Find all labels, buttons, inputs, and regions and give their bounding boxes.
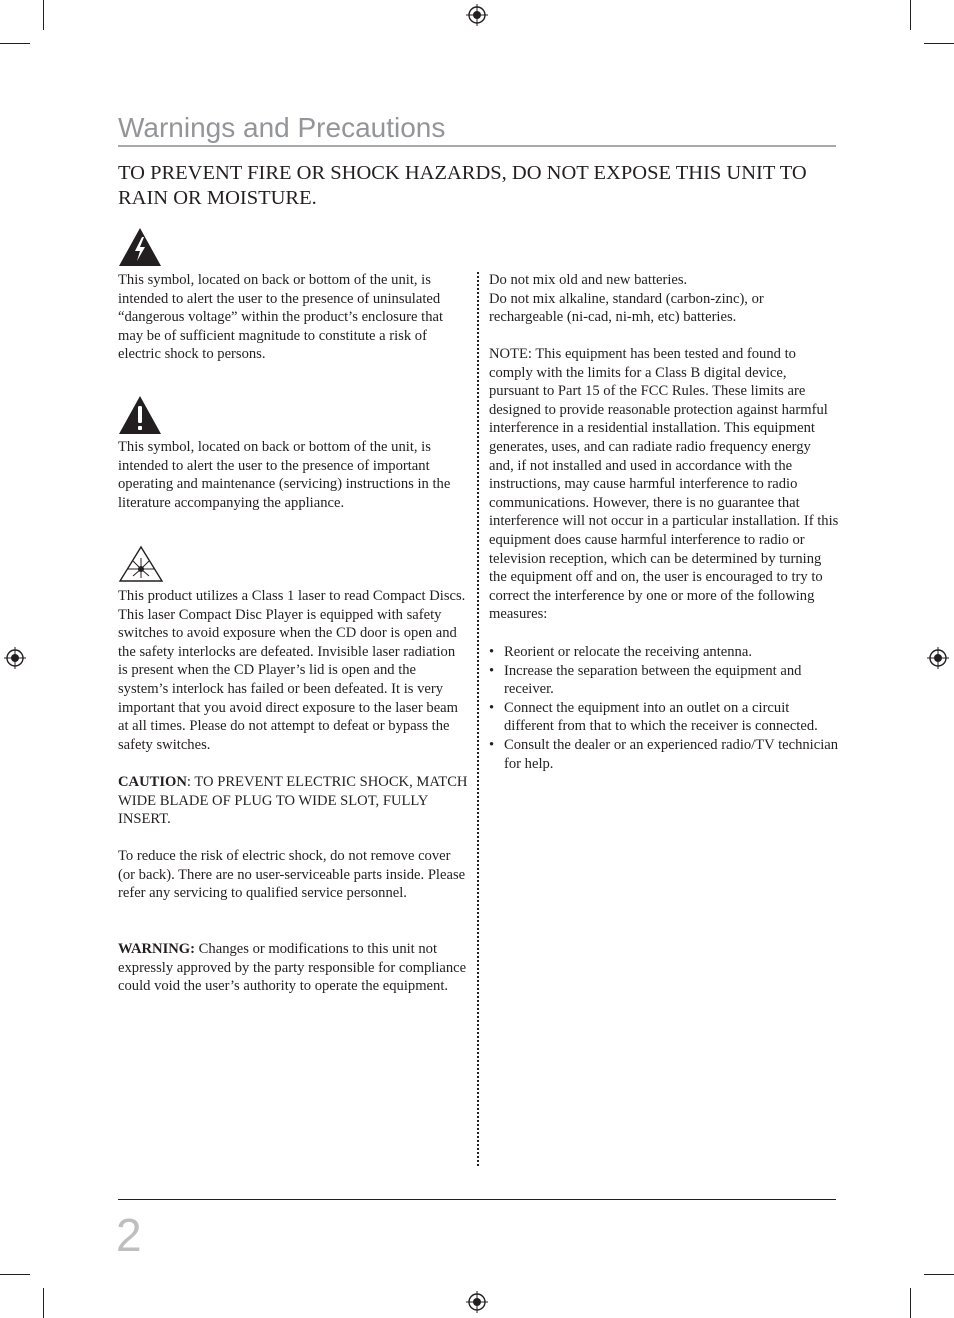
list-item: • Increase the separation between the equipment and receiver.: [489, 662, 839, 699]
list-item: • Connect the equipment into an outlet on a circuit different from that to which the receiver is connected.: [489, 699, 839, 736]
crop-mark: [0, 43, 30, 44]
crop-mark: [910, 1288, 911, 1318]
list-item: • Consult the dealer or an experienced radio/TV technician for help.: [489, 736, 839, 773]
warning-text: [118, 940, 468, 996]
page-title: Warnings and Precautions: [118, 112, 446, 143]
battery-line-2: Do not mix alkaline, standard (carbon-zinc), or rechargeable (ni-cad, ni-mh, etc) batteries.: [489, 290, 764, 326]
registration-mark-icon: [4, 647, 26, 669]
registration-mark-icon: [466, 1291, 488, 1313]
crop-mark: [43, 0, 44, 30]
warning-label: WARNING:: [118, 941, 196, 957]
warning-body: Changes or modifications to this unit not expressly approved by the party responsible for compliance could void the user’s authority to operate the equipment.: [118, 941, 467, 995]
column-divider: [477, 272, 479, 1166]
attention-symbol-text: This symbol, located on back or bottom of the unit, is intended to alert the user to the presence of important operating and maintenance (servicing) instructions in the literature accompanying the appliance.: [118, 439, 451, 511]
hazard-banner: TO PREVENT FIRE OR SHOCK HAZARDS, DO NOT EXPOSE THIS UNIT TO RAIN OR MOISTURE.: [118, 162, 807, 209]
crop-mark: [924, 1274, 954, 1275]
shock-risk-text: To reduce the risk of electric shock, do not remove cover (or back). There are no user-serviceable parts inside. Please refer any servicing to qualified service personnel.: [118, 848, 466, 902]
battery-warning: [489, 271, 839, 327]
exclamation-warning-icon: [118, 395, 162, 435]
lightning-warning-icon: [118, 227, 162, 267]
fcc-note: NOTE: This equipment has been tested and found to comply with the limits for a Class B digital device, pursuant to Part 15 of the FCC Rules. These limits are designed to provide reasonable protection against harmful interference in a residential installation. This equipment generates, uses, and can radiate radio frequency energy and, if not installed and used in accordance with the instructions, may cause harmful interference to radio communications. However, there is no guarantee that interference will not occur in a particular installation. If this equipment does cause harmful interference to radio or television reception, which can be determined by turning the equipment off and on, the user is encouraged to try to correct the interference by one or more of the following measures:: [489, 346, 839, 623]
list-item: • Reorient or relocate the receiving antenna.: [489, 643, 839, 662]
voltage-symbol-text: This symbol, located on back or bottom of the unit, is intended to alert the user to the presence of uninsulated “dangerous voltage” within the product’s enclosure that may be of sufficient magnitude to constitute a risk of electric shock to persons.: [118, 272, 444, 363]
laser-warning-icon: [118, 545, 164, 583]
registration-mark-icon: [466, 4, 488, 26]
crop-mark: [910, 0, 911, 30]
crop-mark: [43, 1288, 44, 1318]
interference-measures-list: [489, 643, 839, 773]
title-rule: [118, 145, 836, 147]
footer-rule: [118, 1199, 836, 1200]
page-number: 2: [116, 1209, 142, 1261]
caution-body: : TO PREVENT ELECTRIC SHOCK, MATCH WIDE BLADE OF PLUG TO WIDE SLOT, FULLY INSERT.: [118, 774, 468, 828]
crop-mark: [0, 1274, 30, 1275]
caution-label: CAUTION: [118, 774, 187, 790]
laser-text: This product utilizes a Class 1 laser to read Compact Discs. This laser Compact Disc Player is equipped with safety switches to avoid exposure when the CD door is open and the safety interlocks are defeated. Invisible laser radiation is present when the CD Player’s lid is open and the system’s interlock has failed or been defeated. It is very important that you avoid direct exposure to the laser beam at all times. Please do not attempt to defeat or bypass the safety switches.: [118, 588, 466, 753]
crop-mark: [924, 43, 954, 44]
battery-line-1: Do not mix old and new batteries.: [489, 272, 688, 288]
registration-mark-icon: [927, 647, 949, 669]
caution-text: [118, 773, 468, 829]
